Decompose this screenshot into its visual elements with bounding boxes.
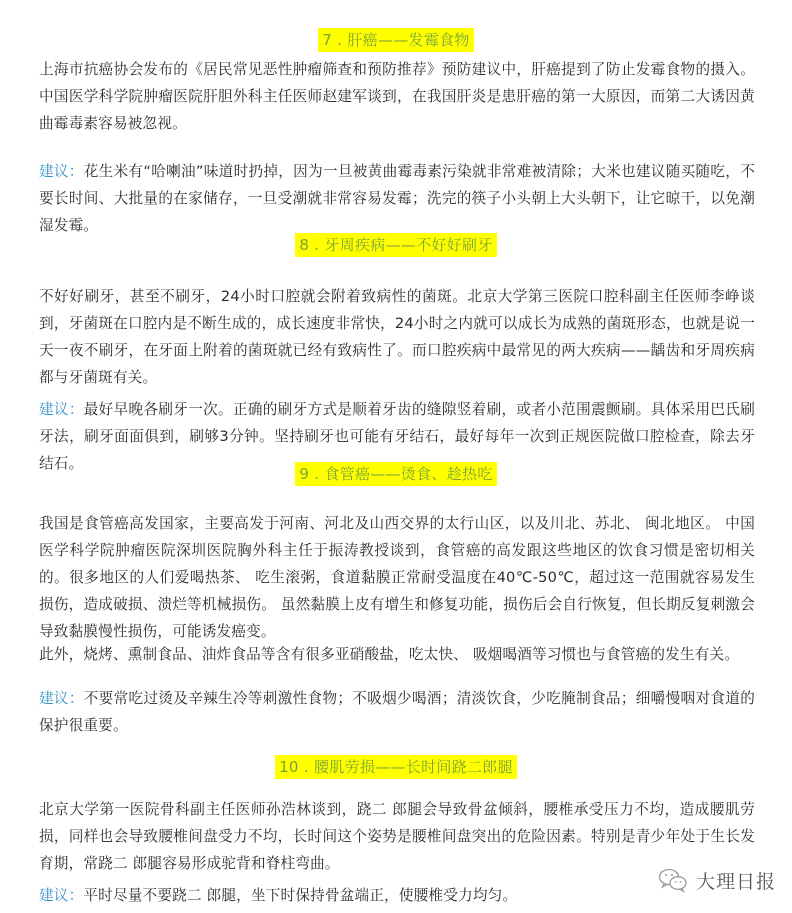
section-8-body: 不好好刷牙，甚至不刷牙，24小时口腔就会附着致病性的菌斑。北京大学第三医院口腔科副主任医师李峥谈到，牙菌斑在口腔内是不断生成的，成长速度非常快，24小时之内就可以成长为成熟的菌斑形态，也就是说一天一夜不刷牙，在牙面上附着的菌斑就已经有致病性了。而口腔疾病中最常见的两大疾病——龋齿和牙周疾病都与牙菌斑有关。: [39, 288, 755, 386]
section-7-advice: [39, 158, 755, 239]
watermark-text: 大理日报: [696, 870, 777, 893]
advice-label: 建议：: [39, 690, 84, 707]
section-9-body-2: 此外，烧烤、熏制食品、油炸食品等含有很多亚硝酸盐，吃太快、 吸烟喝酒等习惯也与食管癌的发生有关。: [39, 646, 740, 663]
section-9-heading-wrap: [0, 462, 792, 486]
wechat-icon: [658, 867, 688, 893]
section-heading: 10 . 腰肌劳损——长时间跷二郎腿: [275, 755, 517, 779]
section-heading: 9 . 食管癌——烫食、趁热吃: [295, 462, 496, 486]
advice-text: 最好早晚各刷牙一次。正确的刷牙方式是顺着牙齿的缝隙竖着刷，或者小范围震颤刷。具体采用巴氏刷牙法，刷牙面面俱到，刷够3分钟。坚持刷牙也可能有牙结石，最好每年一次到正规医院做口腔检查，除去牙结石。: [39, 401, 755, 472]
watermark: [658, 862, 776, 898]
section-8-heading-wrap: [0, 233, 792, 257]
section-10-heading-wrap: [0, 755, 792, 779]
section-9-body: 我国是食管癌高发国家，主要高发于河南、河北及山西交界的太行山区，以及川北、苏北、 闽北地区。 中国医学科学院肿瘤医院深圳医院胸外科主任于振涛教授谈到，食管癌的高发跟这些地区的饮食习惯是密切相关的。很多地区的人们爱喝热茶、 吃生滚粥，食道黏膜正常耐受温度在40℃-50℃，超过这一范围就容易发生损伤，造成破损、溃烂等机械损伤。 虽然黏膜上皮有增生和修复功能，损伤后会自行恢复，但长期反复刺激会导致黏膜慢性损伤，可能诱发癌变。: [39, 515, 755, 640]
section-9-advice: [39, 685, 755, 739]
section-7-body: 上海市抗癌协会发布的《居民常见恶性肿瘤筛查和预防推荐》预防建议中，肝癌提到了防止发霉食物的摄入。 中国医学科学院肿瘤医院肝胆外科主任医师赵建军谈到，在我国肝炎是患肝癌的第一大原因，而第二大诱因黄曲霉毒素容易被忽视。: [39, 61, 755, 132]
section-10-advice: [39, 882, 755, 909]
section-heading: 7 . 肝癌——发霉食物: [318, 28, 473, 52]
advice-text: 平时尽量不要跷二 郎腿，坐下时保持骨盆端正，使腰椎受力均匀。: [83, 887, 518, 904]
advice-text: 花生米有“哈喇油”味道时扔掉，因为一旦被黄曲霉毒素污染就非常难被清除；大米也建议随买随吃，不要长时间、大批量的在家储存，一旦受潮就非常容易发霉；洗完的筷子小头朝上大头朝下，让它晾干，以免潮湿发霉。: [39, 163, 756, 234]
section-heading: 8 . 牙周疾病——不好好刷牙: [295, 233, 496, 257]
section-7-heading-wrap: [0, 28, 792, 52]
advice-label: 建议：: [39, 163, 84, 180]
advice-text: 不要常吃过烫及辛辣生冷等刺激性食物；不吸烟少喝酒；清淡饮食，少吃腌制食品；细嚼慢咽对食道的保护很重要。: [39, 690, 755, 734]
advice-label: 建议：: [39, 887, 84, 904]
advice-label: 建议：: [39, 401, 84, 418]
section-10-body: 北京大学第一医院骨科副主任医师孙浩林谈到，跷二 郎腿会导致骨盆倾斜，腰椎承受压力不均，造成腰肌劳损，同样也会导致腰椎间盘受力不均，长时间这个姿势是腰椎间盘突出的危险因素。特别是青少年处于生长发育期，常跷二 郎腿容易形成驼背和脊柱弯曲。: [39, 801, 755, 872]
